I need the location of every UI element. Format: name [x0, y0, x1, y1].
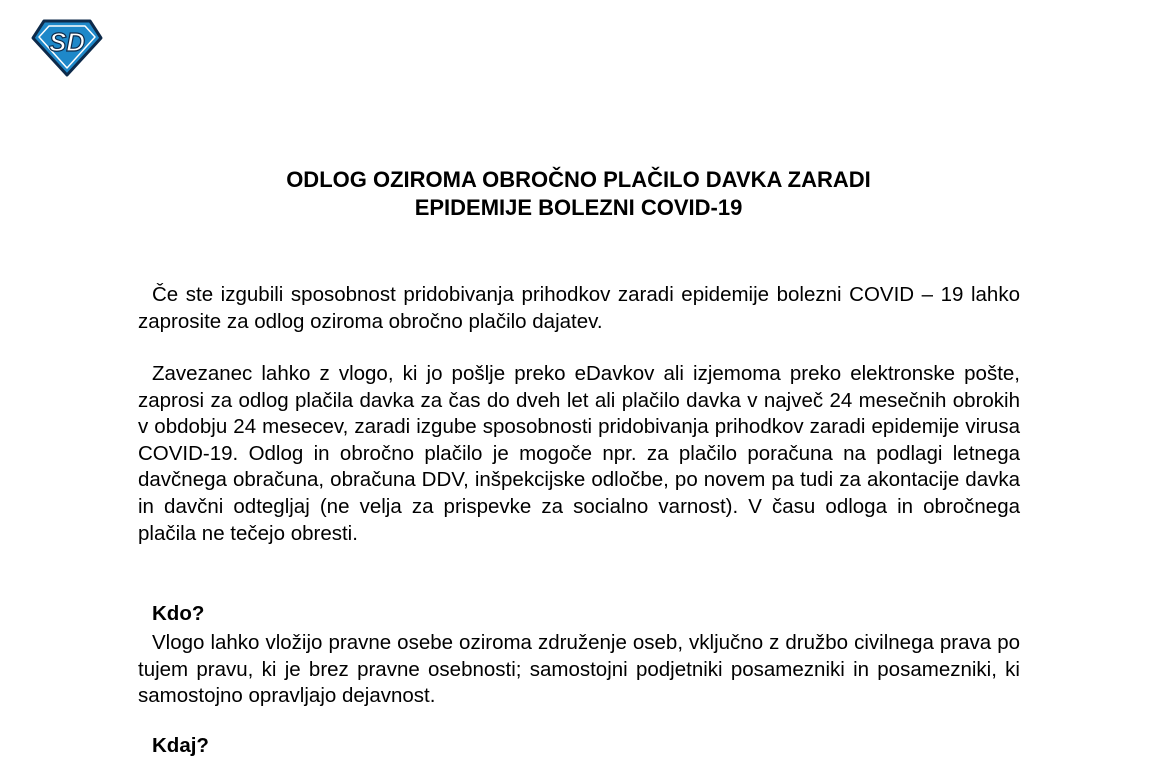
sd-logo-icon — [30, 16, 104, 78]
heading-next: Kdaj? — [152, 734, 209, 757]
paragraph-intro: Če ste izgubili sposobnost pridobivanja prihodkov zaradi epidemije bolezni COVID – 19 lahko zaprosite za odlog oziroma obročno plačilo dajatev. — [138, 283, 1020, 333]
title-line-1: ODLOG OZIROMA OBROČNO PLAČILO DAVKA ZARADI — [286, 167, 871, 192]
svg-text:SD: SD — [48, 27, 86, 57]
document-title — [0, 166, 1157, 222]
paragraph-who: Vlogo lahko vložijo pravne osebe oziroma združenje oseb, vključno z družbo civilnega prava po tujem pravu, ki je brez pravne osebnosti; samostojni podjetniki posamezniki in posamezniki, ki samostojno opravljajo dejavnost. — [138, 631, 1020, 708]
heading-kdo: Kdo? — [152, 602, 205, 625]
title-line-2: EPIDEMIJE BOLEZNI COVID-19 — [414, 195, 743, 220]
paragraph-application: Zavezanec lahko z vlogo, ki jo pošlje preko eDavkov ali izjemoma preko elektronske pošte, zaprosi za odlog plačila davka za čas do dveh let ali plačilo davka v največ 24 mesečnih obrokih v obdobju 24 mesecev, zaradi izgube sposobnosti pridobivanja prihodkov zaradi epidemije virusa COVID-19. Odlog in obročno plačilo je mogoče npr. za plačilo poračuna na podlagi letnega davčnega obračuna, obračuna DDV, inšpekcijske odločbe, po novem pa tudi za akontacije davka in davčni odtegljaj (ne velja za prispevke za socialno varnost). V času odloga in obročnega plačila ne tečejo obresti. — [138, 362, 1020, 545]
